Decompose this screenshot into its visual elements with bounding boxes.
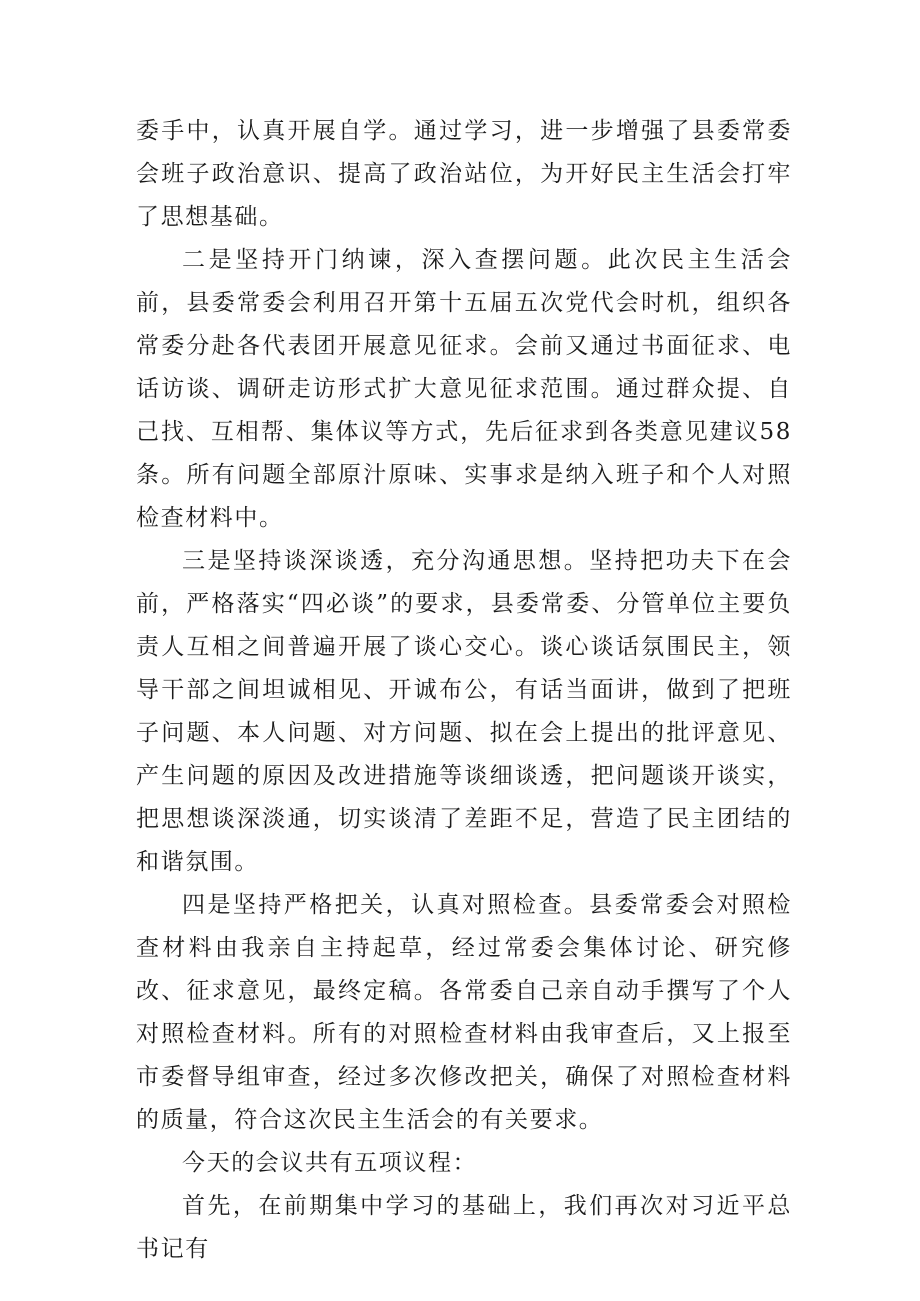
paragraph-continued-study: 委手中，认真开展自学。通过学习，进一步增强了县委常委会班子政治意识、提高了政治站位，为开好民主生活会打牢了思想基础。 [136,118,792,230]
paragraph-point-four: 四是坚持严格把关，认真对照检查。县委常委会对照检查材料由我亲自主持起草，经过常委会集体讨论、研究修改、征求意见，最终定稿。各常委自己亲自动手撰写了个人对照检查材料。所有的对照检查材料由我审查后，又上报至市委督导组审查，经过多次修改把关，确保了对照检查材料的质量，符合这次民主生活会的有关要求。 [136,892,792,1133]
document-page [136,110,792,1271]
paragraph-agenda-first: 首先，在前期集中学习的基础上，我们再次对习近平总书记有 [136,1193,792,1262]
paragraph-agenda-intro: 今天的会议共有五项议程： [182,1150,478,1176]
paragraph-point-three: 三是坚持谈深谈透，充分沟通思想。坚持把功夫下在会前，严格落实“四必谈”的要求，县委常委、分管单位主要负责人互相之间普遍开展了谈心交心。谈心谈话氛围民主，领导干部之间坦诚相见、开诚布公，有话当面讲，做到了把班子问题、本人问题、对方问题、拟在会上提出的批评意见、产生问题的原因及改进措施等谈细谈透，把问题谈开谈实，把思想谈深淡通，切实谈清了差距不足，营造了民主团结的和谐氛围。 [136,548,792,875]
paragraph-point-two: 二是坚持开门纳谏，深入查摆问题。此次民主生活会前，县委常委会利用召开第十五届五次党代会时机，组织各常委分赴各代表团开展意见征求。会前又通过书面征求、电话访谈、调研走访形式扩大意见征求范围。通过群众提、自己找、互相帮、集体议等方式，先后征求到各类意见建议58条。所有问题全部原汁原味、实事求是纳入班子和个人对照检查材料中。 [136,247,792,531]
